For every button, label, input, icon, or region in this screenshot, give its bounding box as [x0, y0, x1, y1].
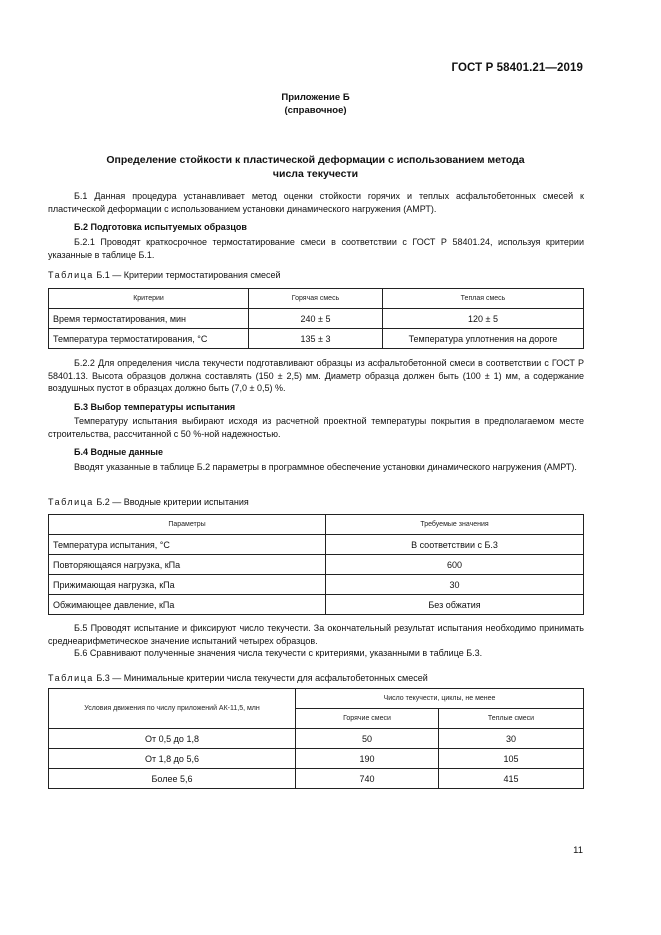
table-cell: Более 5,6	[49, 769, 296, 789]
table-cell: Время термостатирования, мин	[49, 309, 249, 329]
paragraph-b6: Б.6 Сравнивают полученные значения числа текучести с критериями, указанными в таблице Б.3.	[74, 648, 483, 658]
table-row	[49, 595, 584, 615]
section-b4-heading: Б.4 Водные данные	[74, 447, 163, 457]
section-b3-heading: Б.3 Выбор температуры испытания	[74, 402, 236, 412]
paragraph-b4: Вводят указанные в таблице Б.2 параметры в программное обеспечение установки динамического нагружения (АМРТ).	[74, 462, 577, 472]
table-cell: 120 ± 5	[383, 309, 584, 329]
table-header: Теплые смеси	[439, 709, 584, 729]
page-number: 11	[573, 845, 583, 856]
table-cell: 30	[326, 575, 584, 595]
table-cell: 30	[439, 729, 584, 749]
table-cell: 50	[296, 729, 439, 749]
table-cell: 240 ± 5	[249, 309, 383, 329]
table-header: Горячая смесь	[249, 289, 383, 309]
table-header: Теплая смесь	[383, 289, 584, 309]
table-cell: Прижимающая нагрузка, кПа	[49, 575, 326, 595]
document-id: ГОСТ Р 58401.21—2019	[451, 62, 583, 74]
table-header-row	[49, 515, 584, 535]
paragraph-b3: Температуру испытания выбирают исходя из расчетной проектной температуры покрытия в предполагаемом месте строительства, рассчитанной с 50 %-ной надежностью.	[48, 416, 584, 439]
table-cell: Без обжатия	[326, 595, 584, 615]
table-cell: От 1,8 до 5,6	[49, 749, 296, 769]
table-row	[49, 749, 584, 769]
table-header-row	[49, 289, 584, 309]
table-header: Требуемые значения	[326, 515, 584, 535]
table-row	[49, 575, 584, 595]
table-cell: 740	[296, 769, 439, 789]
table1	[48, 288, 584, 349]
table-cell: Температура уплотнения на дороге	[383, 329, 584, 349]
table-cell: В соответствии с Б.3	[326, 535, 584, 555]
table-header: Критерии	[49, 289, 249, 309]
table-cell: 600	[326, 555, 584, 575]
table-cell: 135 ± 3	[249, 329, 383, 349]
table-header: Условия движения по числу приложений АК-11,5, млн	[49, 689, 296, 729]
main-title	[48, 153, 583, 181]
table2	[48, 514, 584, 615]
paragraph-b1: Б.1 Данная процедура устанавливает метод оценки стойкости горячих и теплых асфальтобетонных смесей к пластической деформации с использованием установки динамического нагружения (АМРТ).	[48, 191, 584, 214]
paragraph-b5: Б.5 Проводят испытание и фиксируют число текучести. За окончательный результат испытания необходимо принимать среднеарифметическое значение испытаний четырех образцов.	[48, 623, 584, 646]
table-row	[49, 555, 584, 575]
table-header: Параметры	[49, 515, 326, 535]
table1-caption: Таблица Б.1 — Критерии термостатирования смесей	[48, 270, 281, 280]
annex-title: Приложение Б	[281, 92, 350, 103]
annex-kind: (справочное)	[284, 105, 347, 116]
paragraph-b21: Б.2.1 Проводят краткосрочное термостатирование смеси в соответствии с ГОСТ Р 58401.24, используя критерии указанные в таблице Б.1.	[48, 237, 584, 260]
table-cell: 415	[439, 769, 584, 789]
table-cell: Повторяющаяся нагрузка, кПа	[49, 555, 326, 575]
table-header-group: Число текучести, циклы, не менее	[296, 689, 584, 709]
table-row	[49, 729, 584, 749]
table-row	[49, 329, 584, 349]
paragraph-b22: Б.2.2 Для определения числа текучести подготавливают образцы из асфальтобетонной смеси в соответствии с ГОСТ Р 58401.13. Высота образцов должна составлять (150 ± 2,5) мм. Диаметр образца должен быть (100 ± 1) мм, а содержание воздушных пустот в образцах должно быть (7,0 ± 0,5) %.	[48, 358, 584, 393]
table-header: Горячие смеси	[296, 709, 439, 729]
table3	[48, 688, 584, 789]
section-b2-heading: Б.2 Подготовка испытуемых образцов	[74, 222, 247, 232]
table3-caption: Таблица Б.3 — Минимальные критерии числа текучести для асфальтобетонных смесей	[48, 673, 428, 683]
table-cell: Температура термостатирования, °С	[49, 329, 249, 349]
table-header-row	[49, 689, 584, 709]
table-cell: От 0,5 до 1,8	[49, 729, 296, 749]
table-row	[49, 769, 584, 789]
main-title-line2: числа текучести	[272, 168, 359, 180]
table-cell: Температура испытания, °С	[49, 535, 326, 555]
main-title-line1: Определение стойкости к пластической деформации с использованием метода	[106, 154, 525, 166]
table2-caption: Таблица Б.2 — Вводные критерии испытания	[48, 497, 249, 507]
table-cell: 190	[296, 749, 439, 769]
table-cell: 105	[439, 749, 584, 769]
annex-heading	[48, 91, 583, 117]
table-cell: Обжимающее давление, кПа	[49, 595, 326, 615]
table-row	[49, 309, 584, 329]
table-row	[49, 535, 584, 555]
